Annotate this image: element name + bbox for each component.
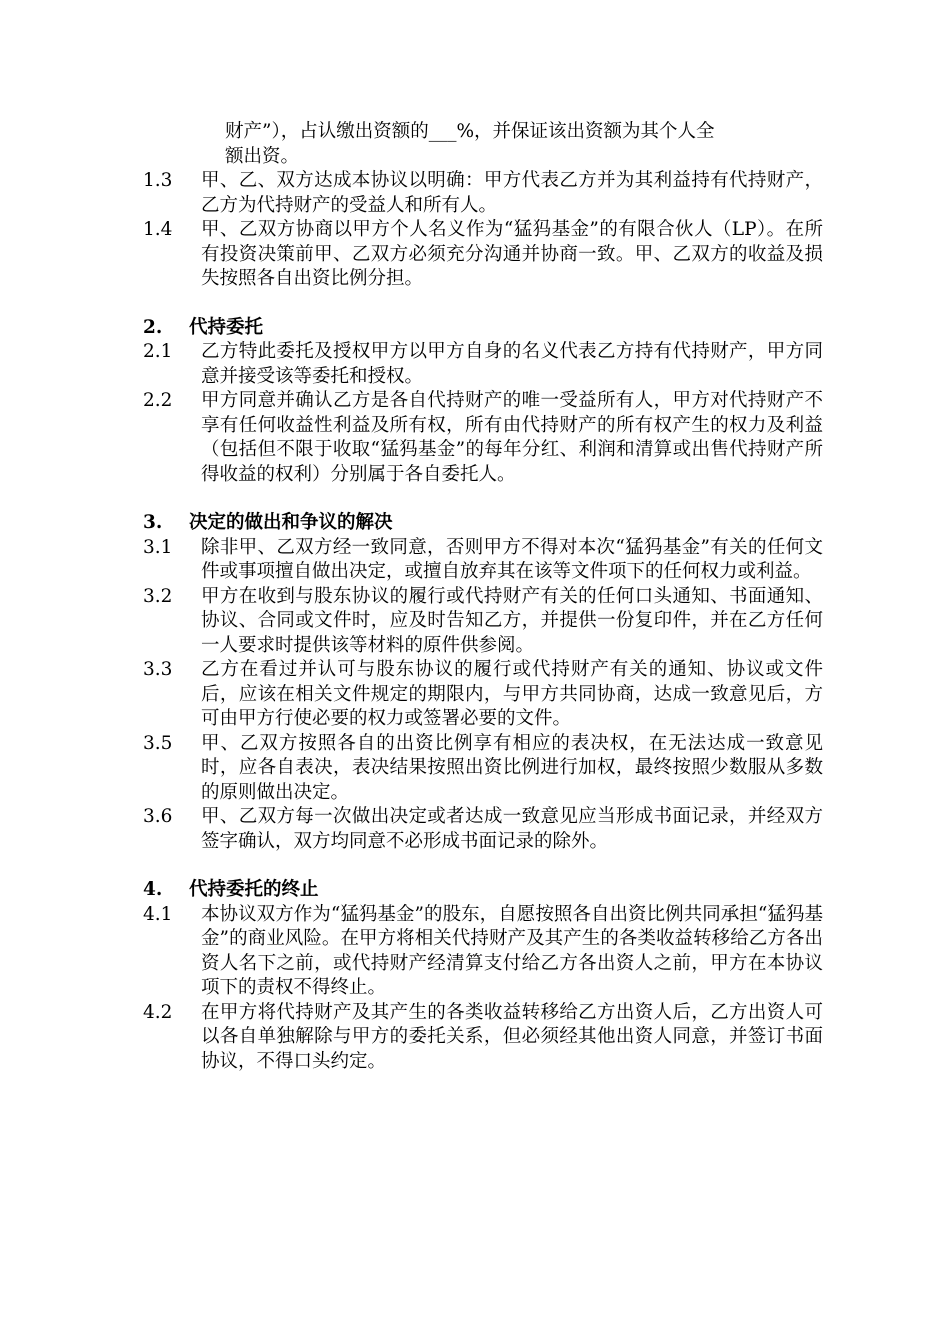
clause-text: 本协议双方作为“猛犸基金”的股东，自愿按照各自出资比例共同承担“猛犸基金”的商业风险。在甲方将相关代持财产及其产生的各类收益转移给乙方各出资人名下之前，或代持财产经清算支付给乙方各出资人之前，甲方在本协议项下的责权不得终止。 — [201, 903, 823, 998]
section-number: 3. — [143, 512, 163, 533]
clause-text: 乙方特此委托及授权甲方以甲方自身的名义代表乙方持有代持财产，甲方同意并接受该等委托和授权。 — [201, 341, 823, 387]
continued-line-2: 额出资。 — [225, 145, 300, 167]
clause-2-2 — [143, 389, 823, 487]
clause-text: 甲方在收到与股东协议的履行或代持财产有关的任何口头通知、书面通知、协议、合同或文件时，应及时告知乙方，并提供一份复印件，并在乙方任何一人要求时提供该等材料的原件供参阅。 — [201, 585, 823, 656]
clause-number: 1.4 — [143, 219, 173, 240]
clause-3-5 — [143, 732, 823, 806]
clause-1-3 — [143, 169, 823, 218]
clause-text: 甲、乙双方协商以甲方个人名义作为“猛犸基金”的有限合伙人（LP）。在所有投资决策前甲、乙双方必须充分沟通并协商一致。甲、乙双方的收益及损失按照各自出资比例分担。 — [201, 219, 823, 289]
clause-text: 甲、乙、双方达成本协议以明确：甲方代表乙方并为其利益持有代持财产，乙方为代持财产的受益人和所有人。 — [201, 170, 823, 216]
clause-number: 3.2 — [143, 585, 173, 607]
clause-number: 2.1 — [143, 341, 173, 362]
section-title: 决定的做出和争议的解决 — [189, 512, 393, 533]
clause-text: 甲、乙双方每一次做出决定或者达成一致意见应当形成书面记录，并经双方签字确认，双方均同意不必形成书面记录的除外。 — [201, 806, 823, 852]
section-heading-3 — [143, 511, 823, 536]
clause-3-1 — [143, 536, 823, 585]
clause-3-6 — [143, 805, 823, 854]
clause-text: 在甲方将代持财产及其产生的各类收益转移给乙方出资人后，乙方出资人可以各自单独解除与甲方的委托关系，但必须经其他出资人同意，并签订书面协议，不得口头约定。 — [201, 1001, 823, 1072]
continued-line-1: 财产”），占认缴出资额的___%，并保证该出资额为其个人全 — [225, 121, 715, 142]
clause-number: 4.1 — [143, 903, 173, 925]
clause-1-4 — [143, 218, 823, 292]
clause-4-2 — [143, 1001, 823, 1075]
section-title: 代持委托 — [189, 316, 264, 338]
clause-text: 除非甲、乙双方经一致同意，否则甲方不得对本次“猛犸基金”有关的任何文件或事项擅自做出决定，或擅自放弃其在该等文件项下的任何权力或利益。 — [201, 536, 823, 582]
clause-number: 2.2 — [143, 390, 173, 411]
section-title: 代持委托的终止 — [189, 879, 319, 900]
clause-3-2 — [143, 585, 823, 659]
clause-4-1 — [143, 903, 823, 1001]
clause-3-3 — [143, 658, 823, 732]
clause-2-1 — [143, 340, 823, 389]
clause-number: 3.3 — [143, 659, 173, 680]
clause-text: 乙方在看过并认可与股东协议的履行或代持财产有关的通知、协议或文件后，应该在相关文件规定的期限内，与甲方共同协商，达成一致意见后，方可由甲方行使必要的权力或签署必要的文件。 — [201, 659, 823, 729]
section-heading-2 — [143, 316, 823, 341]
clause-text: 甲、乙双方按照各自的出资比例享有相应的表决权，在无法达成一致意见时，应各自表决，表决结果按照出资比例进行加权，最终按照少数服从多数的原则做出决定。 — [201, 732, 823, 803]
clause-number: 1.3 — [143, 170, 173, 191]
clause-number: 3.1 — [143, 536, 173, 558]
section-heading-4 — [143, 878, 823, 903]
clause-number: 3.6 — [143, 806, 173, 827]
section-number: 2. — [143, 316, 163, 338]
document-body — [143, 120, 823, 1074]
clause-text: 甲方同意并确认乙方是各自代持财产的唯一受益所有人，甲方对代持财产不享有任何收益性利益及所有权，所有由代持财产的所有权产生的权力及利益（包括但不限于收取“猛犸基金”的每年分红、利润和清算或出售代持财产所得收益的权利）分别属于各自委托人。 — [201, 390, 823, 485]
clause-number: 3.5 — [143, 732, 173, 754]
section-number: 4. — [143, 879, 163, 900]
clause-number: 4.2 — [143, 1001, 173, 1023]
